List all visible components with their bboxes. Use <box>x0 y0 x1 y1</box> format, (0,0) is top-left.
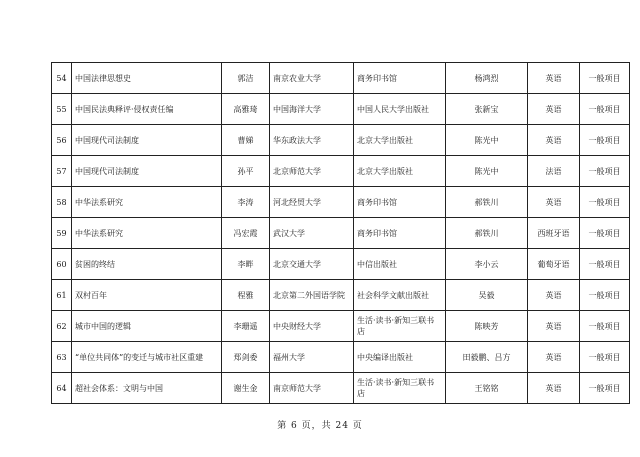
applicant-cell: 李涛 <box>222 187 270 218</box>
book-title-cell: 中国民法典释评·侵权责任编 <box>72 94 222 125</box>
publisher-cell: 商务印书馆 <box>354 63 446 94</box>
project-type-cell: 一般项目 <box>580 94 630 125</box>
table-row <box>52 156 630 187</box>
language-cell: 英语 <box>528 280 580 311</box>
language-cell: 英语 <box>528 311 580 342</box>
organization-cell: 北京交通大学 <box>270 249 354 280</box>
organization-cell: 河北经贸大学 <box>270 187 354 218</box>
publisher-cell: 中国人民大学出版社 <box>354 94 446 125</box>
book-title-cell: 中国法律思想史 <box>72 63 222 94</box>
project-type-cell: 一般项目 <box>580 218 630 249</box>
organization-cell: 福州大学 <box>270 342 354 373</box>
page-indicator: 第 6 页，共 24 页 <box>277 421 363 431</box>
table-row <box>52 249 630 280</box>
language-cell: 西班牙语 <box>528 218 580 249</box>
organization-cell: 武汉大学 <box>270 218 354 249</box>
book-title-cell: 双村百年 <box>72 280 222 311</box>
author-cell: 王铭铭 <box>446 373 528 404</box>
table-row <box>52 373 630 404</box>
applicant-cell: 谢生金 <box>222 373 270 404</box>
row-number-cell: 58 <box>52 187 72 218</box>
publisher-cell: 社会科学文献出版社 <box>354 280 446 311</box>
applicant-cell: 郑剑委 <box>222 342 270 373</box>
language-cell: 葡萄牙语 <box>528 249 580 280</box>
project-type-cell: 一般项目 <box>580 187 630 218</box>
applicant-cell: 程雅 <box>222 280 270 311</box>
applicant-cell: 郭洁 <box>222 63 270 94</box>
organization-cell: 南京师范大学 <box>270 373 354 404</box>
book-title-cell: 中国现代司法制度 <box>72 156 222 187</box>
author-cell: 陈光中 <box>446 125 528 156</box>
book-title-cell: 城市中国的逻辑 <box>72 311 222 342</box>
publisher-cell: 商务印书馆 <box>354 218 446 249</box>
table-row <box>52 218 630 249</box>
table-row <box>52 311 630 342</box>
project-type-cell: 一般项目 <box>580 156 630 187</box>
language-cell: 英语 <box>528 187 580 218</box>
project-table-body <box>52 63 630 404</box>
organization-cell: 中国海洋大学 <box>270 94 354 125</box>
project-table <box>51 62 630 404</box>
project-type-cell: 一般项目 <box>580 311 630 342</box>
language-cell: 英语 <box>528 63 580 94</box>
book-title-cell: “单位共同体”的变迁与城市社区重建 <box>72 342 222 373</box>
language-cell: 英语 <box>528 94 580 125</box>
row-number-cell: 64 <box>52 373 72 404</box>
publisher-cell: 生活·读书·新知三联书店 <box>354 373 446 404</box>
author-cell: 李小云 <box>446 249 528 280</box>
table-row <box>52 125 630 156</box>
publisher-cell: 中央编译出版社 <box>354 342 446 373</box>
book-title-cell: 中国现代司法制度 <box>72 125 222 156</box>
project-type-cell: 一般项目 <box>580 280 630 311</box>
applicant-cell: 高雅琦 <box>222 94 270 125</box>
publisher-cell: 北京大学出版社 <box>354 125 446 156</box>
applicant-cell: 李珊遥 <box>222 311 270 342</box>
language-cell: 英语 <box>528 125 580 156</box>
project-type-cell: 一般项目 <box>580 249 630 280</box>
author-cell: 陈光中 <box>446 156 528 187</box>
organization-cell: 中央财经大学 <box>270 311 354 342</box>
project-type-cell: 一般项目 <box>580 63 630 94</box>
project-type-cell: 一般项目 <box>580 342 630 373</box>
author-cell: 张新宝 <box>446 94 528 125</box>
row-number-cell: 62 <box>52 311 72 342</box>
applicant-cell: 曹娣 <box>222 125 270 156</box>
language-cell: 法语 <box>528 156 580 187</box>
table-row <box>52 280 630 311</box>
applicant-cell: 冯宏霞 <box>222 218 270 249</box>
row-number-cell: 63 <box>52 342 72 373</box>
project-type-cell: 一般项目 <box>580 373 630 404</box>
row-number-cell: 55 <box>52 94 72 125</box>
language-cell: 英语 <box>528 342 580 373</box>
book-title-cell: 超社会体系：文明与中国 <box>72 373 222 404</box>
organization-cell: 北京师范大学 <box>270 156 354 187</box>
author-cell: 田毅鹏、吕方 <box>446 342 528 373</box>
table-row <box>52 187 630 218</box>
row-number-cell: 59 <box>52 218 72 249</box>
author-cell: 陈映芳 <box>446 311 528 342</box>
publisher-cell: 商务印书馆 <box>354 187 446 218</box>
table-row <box>52 94 630 125</box>
author-cell: 杨鸿烈 <box>446 63 528 94</box>
publisher-cell: 北京大学出版社 <box>354 156 446 187</box>
book-title-cell: 贫困的终结 <box>72 249 222 280</box>
row-number-cell: 60 <box>52 249 72 280</box>
publisher-cell: 生活·读书·新知三联书店 <box>354 311 446 342</box>
author-cell: 郝铁川 <box>446 218 528 249</box>
organization-cell: 南京农业大学 <box>270 63 354 94</box>
organization-cell: 北京第二外国语学院 <box>270 280 354 311</box>
row-number-cell: 56 <box>52 125 72 156</box>
row-number-cell: 57 <box>52 156 72 187</box>
table-row <box>52 342 630 373</box>
author-cell: 吴毅 <box>446 280 528 311</box>
author-cell: 郝铁川 <box>446 187 528 218</box>
book-title-cell: 中华法系研究 <box>72 218 222 249</box>
book-title-cell: 中华法系研究 <box>72 187 222 218</box>
row-number-cell: 61 <box>52 280 72 311</box>
language-cell: 英语 <box>528 373 580 404</box>
table-row <box>52 63 630 94</box>
row-number-cell: 54 <box>52 63 72 94</box>
project-type-cell: 一般项目 <box>580 125 630 156</box>
publisher-cell: 中信出版社 <box>354 249 446 280</box>
applicant-cell: 李畔 <box>222 249 270 280</box>
organization-cell: 华东政法大学 <box>270 125 354 156</box>
applicant-cell: 孙平 <box>222 156 270 187</box>
